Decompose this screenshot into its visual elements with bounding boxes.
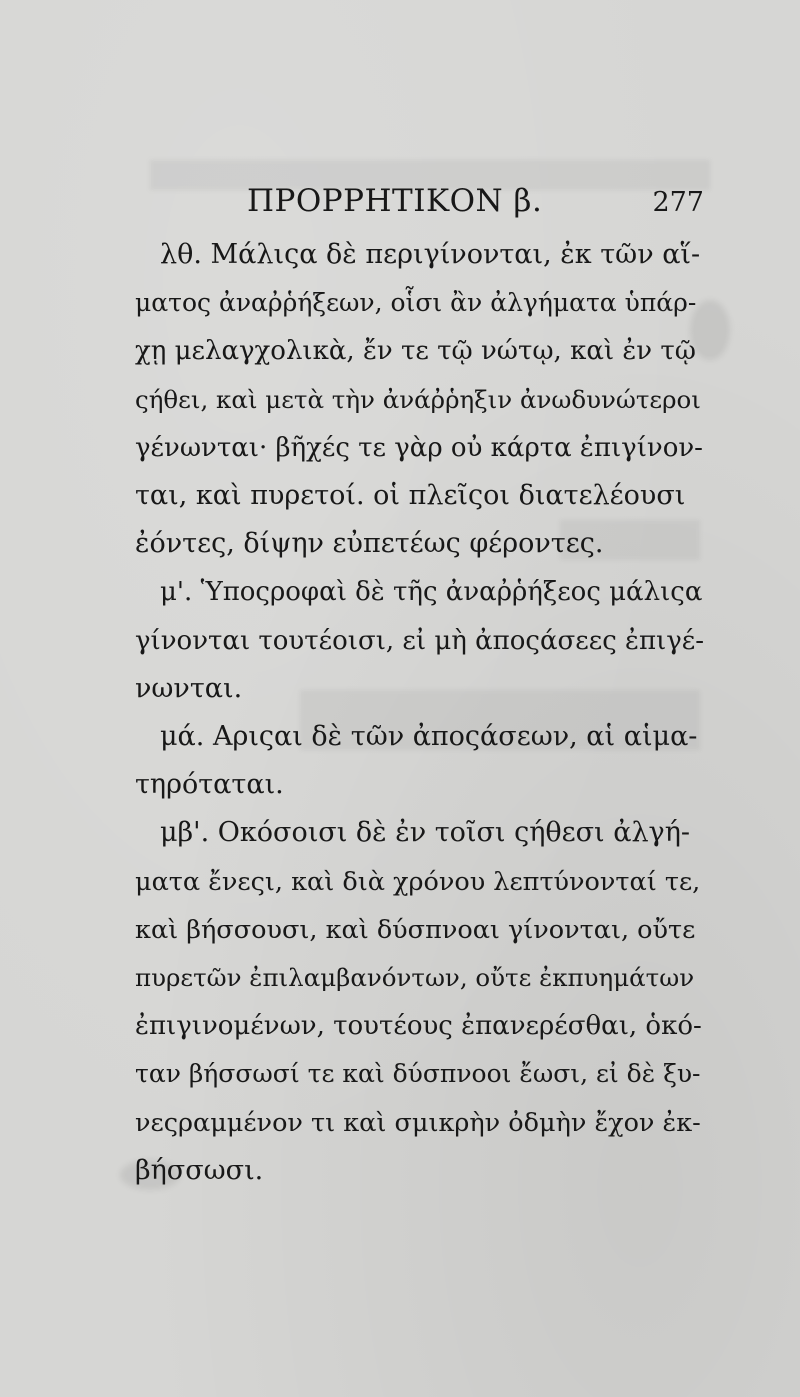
text-line: ἐόντες, δίψην εὐπετέως φέροντες. [135, 528, 604, 560]
text-line: νωνται. [135, 672, 243, 704]
text-line: μ'. Ὑποςροφαὶ δὲ τῆς ἀναῤῥήξεος μάλιςα [160, 577, 703, 608]
page-number: 277 [652, 187, 704, 218]
running-header [135, 183, 710, 223]
text-line: λθ. Μάλιςα δὲ περιγίνονται, ἐκ τῶν αἵ- [160, 239, 701, 270]
running-title: ΠΡΟΡΡΗΤΙΚΟΝ β. [247, 183, 543, 219]
text-line: γίνονται τουτέοισι, εἰ μὴ ἀποςάσεες ἐπιγέ- [135, 625, 705, 656]
text-line: πυρετῶν ἐπιλαμβανόντων, οὔτε ἐκπυημάτων [135, 963, 695, 992]
text-line: ταν βήσσωσί τε καὶ δύσπνοοι ἔωσι, εἰ δὲ ξυ- [135, 1059, 701, 1089]
text-line: μβ'. Οκόσοισι δὲ ἐν τοῖσι ςήθεσι ἀλγή- [160, 817, 690, 849]
text-line: ματα ἔνεςι, καὶ διὰ χρόνου λεπτύνονταί τε, [135, 866, 701, 897]
text-line: ματος ἀναῤῥήξεων, οἷσι ἂν ἀλγήματα ὑπάρ- [135, 288, 697, 318]
text-line: ἐπιγινομένων, τουτέους ἐπανερέσθαι, ὁκό- [135, 1011, 702, 1042]
text-line: ται, καὶ πυρετοί. οἱ πλεῖςοι διατελέουσι [135, 480, 686, 511]
text-line: γένωνται· βῆχές τε γὰρ οὐ κάρτα ἐπιγίνον- [135, 432, 703, 463]
text-line: καὶ βήσσουσι, καὶ δύσπνοαι γίνονται, οὔτε [135, 914, 696, 945]
text-line: χῃ μελαγχολικὰ, ἔν τε τῷ νώτῳ, καὶ ἐν τῷ [135, 336, 696, 367]
text-line: μά. Αριςαι δὲ τῶν ἀποςάσεων, αἱ αἱμα- [160, 721, 698, 752]
text-line: τηρόταται. [135, 769, 284, 801]
text-line: βήσσωσι. [135, 1154, 264, 1186]
text-line: ςήθει, καὶ μετὰ τὴν ἀνάῤῥηξιν ἀνωδυνώτεροι [135, 384, 701, 414]
text-line: νεςραμμένον τι καὶ σμικρὴν ὀδμὴν ἔχον ἐκ- [135, 1107, 701, 1138]
